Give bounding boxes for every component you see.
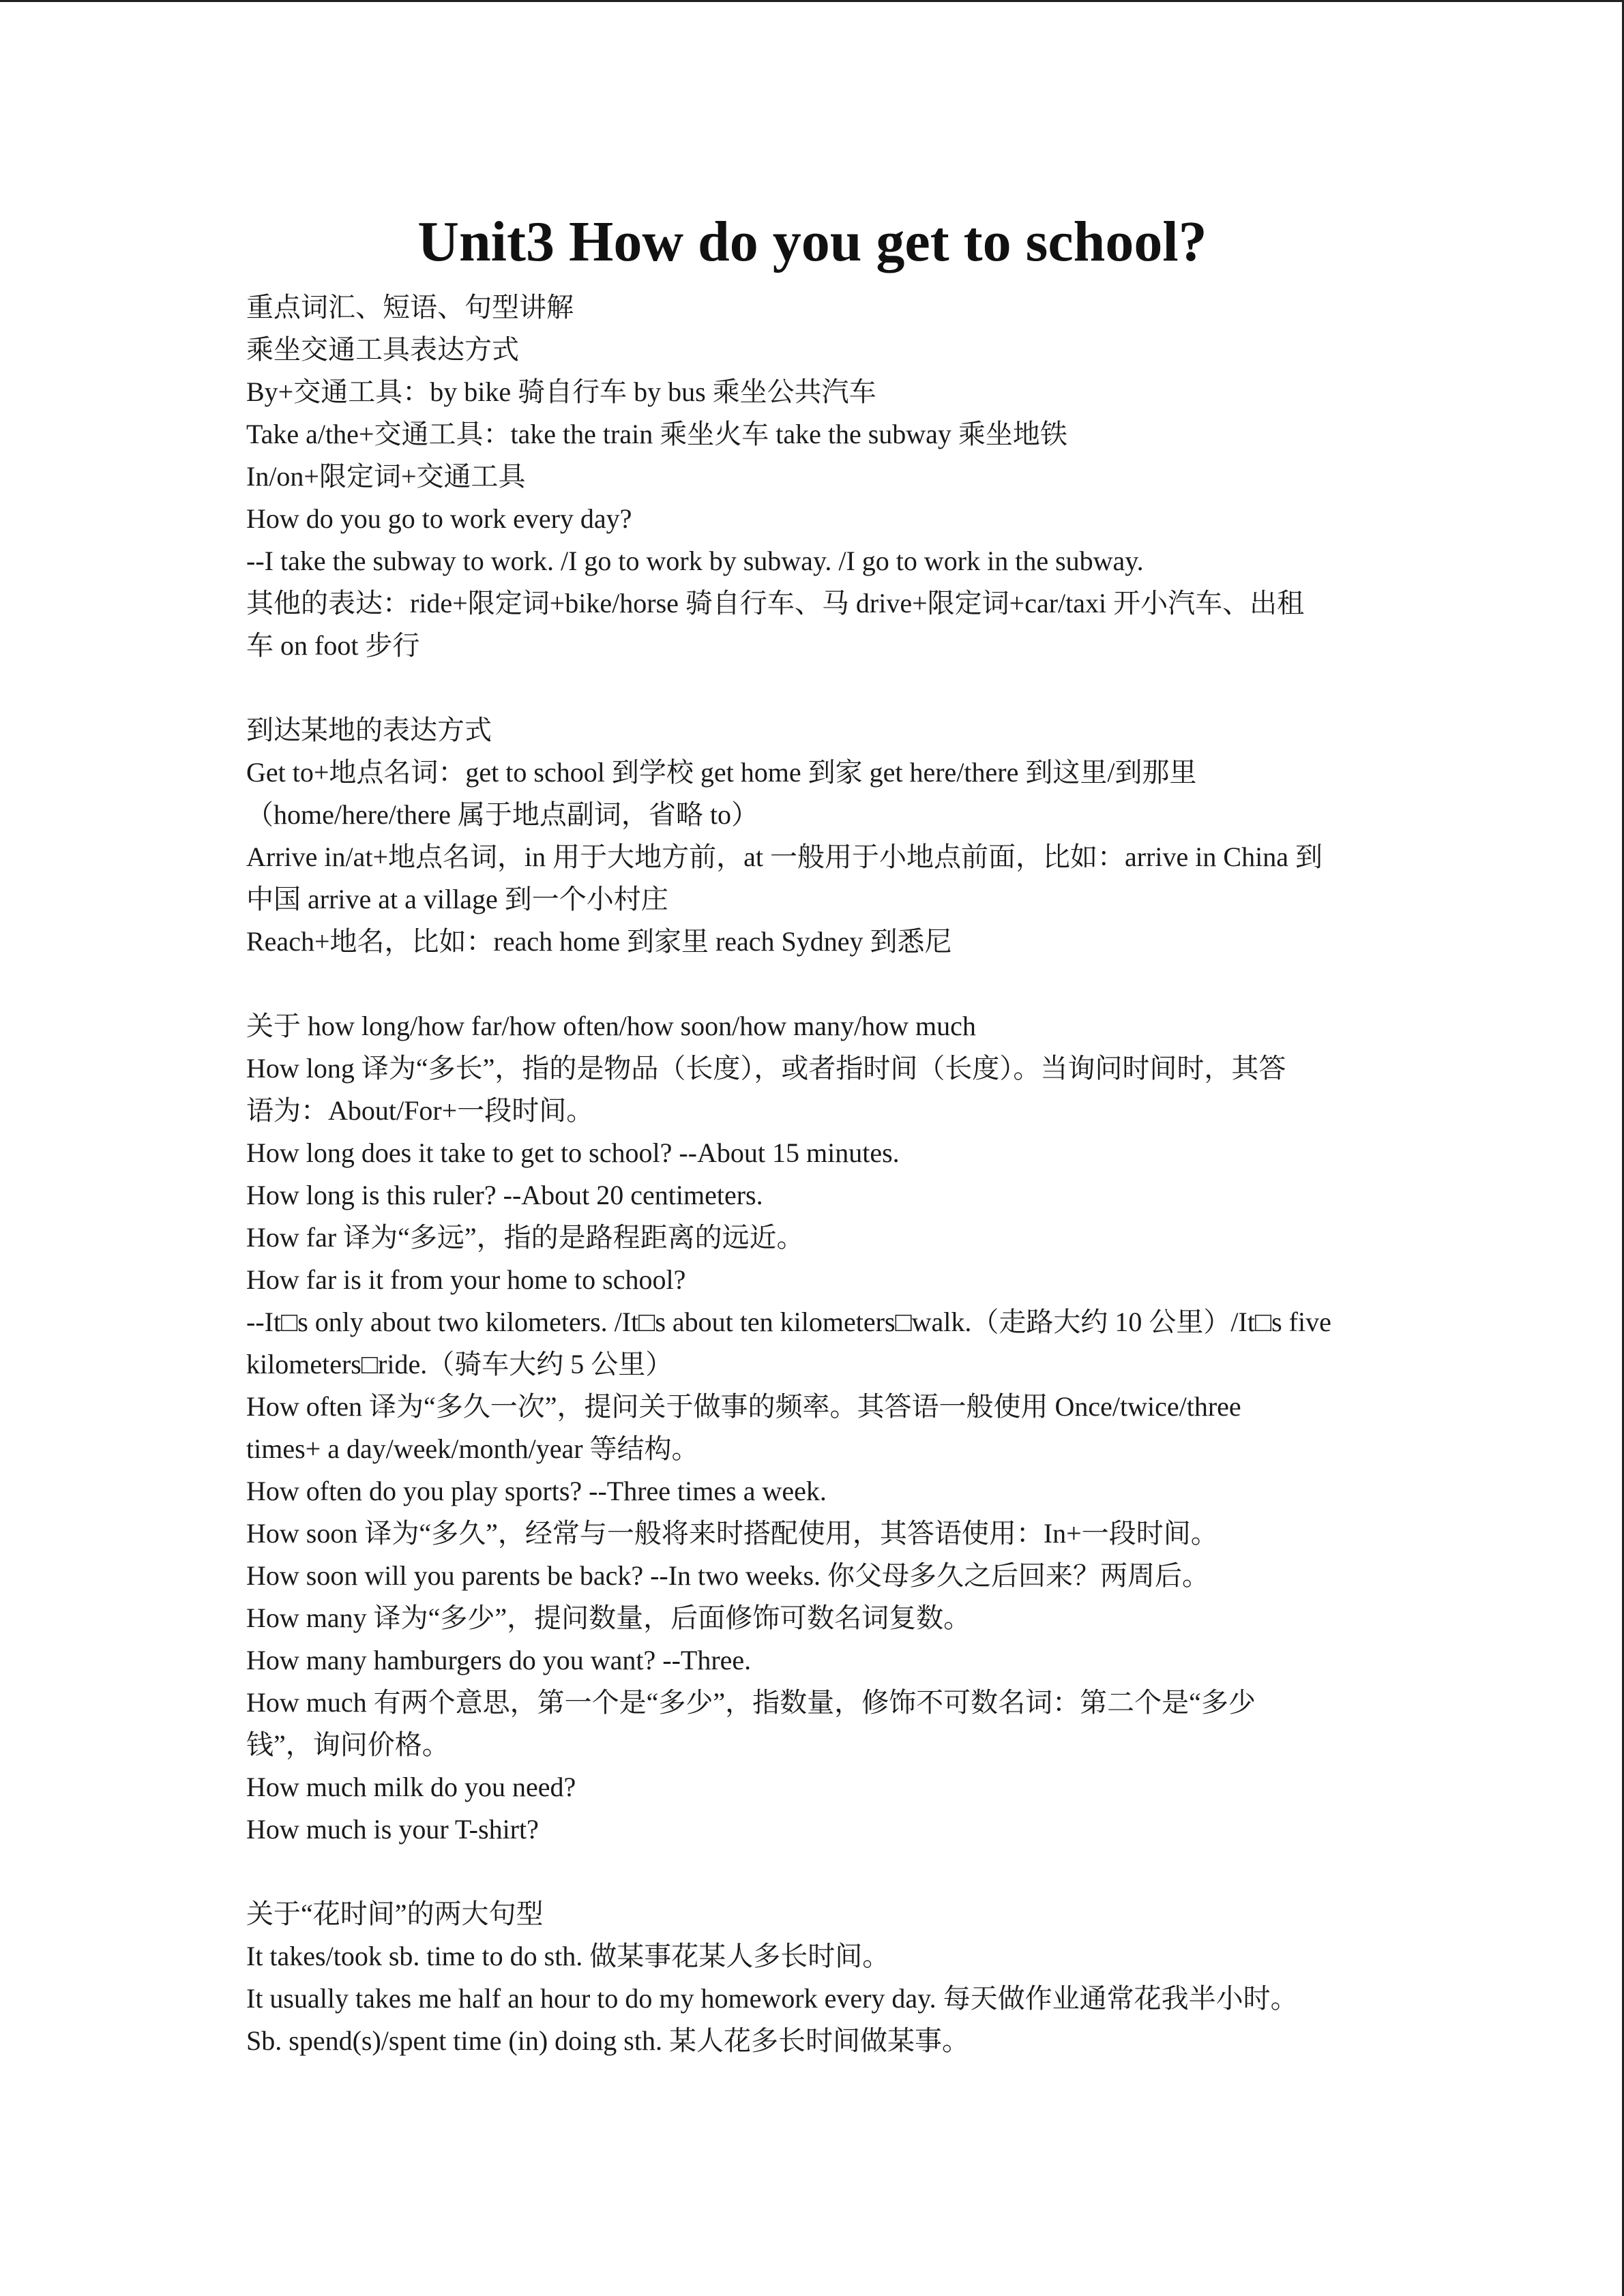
text-line: 其他的表达：ride+限定词+bike/horse 骑自行车、马 drive+限定词+car/taxi 开小汽车、出租	[246, 588, 1305, 618]
text-line: How many 译为“多少”，提问数量，后面修饰可数名词复数。	[246, 1602, 971, 1633]
paragraph-spacer	[246, 963, 1378, 1005]
paragraph-spacer	[246, 667, 1378, 709]
text-line: How much 有两个意思，第一个是“多少”，指数量，修饰不可数名词：第二个是“多少	[246, 1687, 1256, 1718]
text-line: How far is it from your home to school?	[246, 1264, 686, 1295]
text-line: By+交通工具：by bike 骑自行车 by bus 乘坐公共汽车	[246, 376, 876, 407]
section-arrival	[246, 709, 1378, 963]
text-line: How soon 译为“多久”，经常与一般将来时搭配使用，其答语使用：In+一段时间。	[246, 1518, 1218, 1549]
text-line: How soon will you parents be back? --In two weeks. 你父母多久之后回来？两周后。	[246, 1560, 1210, 1591]
page-top-border	[0, 0, 1624, 2]
text-line: How often 译为“多久一次”，提问关于做事的频率。其答语一般使用 Once/twice/three	[246, 1391, 1241, 1422]
section-how-questions	[246, 1005, 1378, 1851]
text-line: How many hamburgers do you want? --Three.	[246, 1645, 752, 1675]
text-line: Take a/the+交通工具：take the train 乘坐火车 take the subway 乘坐地铁	[246, 419, 1067, 449]
text-line: Get to+地点名词：get to school 到学校 get home 到家 get here/there 到这里/到那里	[246, 757, 1197, 788]
text-line: How do you go to work every day?	[246, 503, 632, 534]
text-line: 乘坐交通工具表达方式	[246, 334, 519, 365]
document-body	[246, 198, 1378, 2062]
text-line: How much is your T-shirt?	[246, 1814, 539, 1845]
text-line: Sb. spend(s)/spent time (in) doing sth. 某人花多长时间做某事。	[246, 2025, 969, 2056]
text-line: How long is this ruler? --About 20 centimeters.	[246, 1180, 763, 1210]
text-line: How long does it take to get to school? --About 15 minutes.	[246, 1137, 900, 1168]
text-line: How far 译为“多远”，指的是路程距离的远近。	[246, 1222, 804, 1253]
section-spend-time	[246, 1893, 1378, 2062]
text-line: 重点词汇、短语、句型讲解	[246, 292, 574, 323]
text-line: 关于 how long/how far/how often/how soon/how many/how much	[246, 1011, 976, 1041]
paragraph-spacer	[246, 1851, 1378, 1893]
text-line: 车 on foot 步行	[246, 630, 420, 661]
text-line: kilometers□ride.（骑车大约 5 公里）	[246, 1349, 673, 1380]
text-line: Arrive in/at+地点名词，in 用于大地方前，at 一般用于小地点前面，比如：arrive in China 到	[246, 841, 1323, 872]
text-line: How long 译为“多长”，指的是物品（长度），或者指时间（长度）。当询问时间时，其答	[246, 1053, 1286, 1084]
text-line: Reach+地名，比如：reach home 到家里 reach Sydney 到悉尼	[246, 926, 952, 957]
text-line: 钱”，询问价格。	[246, 1729, 449, 1760]
text-line: It usually takes me half an hour to do my homework every day. 每天做作业通常花我半小时。	[246, 1983, 1298, 2014]
text-line: times+ a day/week/month/year 等结构。	[246, 1433, 699, 1464]
text-line: 中国 arrive at a village 到一个小村庄	[246, 884, 668, 914]
text-line: （home/here/there 属于地点副词，省略 to）	[246, 799, 758, 830]
text-line: How much milk do you need?	[246, 1772, 576, 1802]
section-transport	[246, 286, 1378, 667]
text-line: 语为：About/For+一段时间。	[246, 1095, 594, 1126]
text-line: 到达某地的表达方式	[246, 715, 492, 745]
text-line: --It□s only about two kilometers. /It□s about ten kilometers□walk.（走路大约 10 公里）/It□s five	[246, 1307, 1331, 1337]
text-line: How often do you play sports? --Three times a week.	[246, 1476, 827, 1506]
page-title: Unit3 How do you get to school?	[417, 210, 1207, 273]
text-line: It takes/took sb. time to do sth. 做某事花某人多长时间。	[246, 1941, 890, 1971]
text-line: 关于“花时间”的两大句型	[246, 1898, 544, 1929]
text-line: In/on+限定词+交通工具	[246, 461, 526, 492]
text-line: --I take the subway to work. /I go to work by subway. /I go to work in the subway.	[246, 546, 1144, 576]
